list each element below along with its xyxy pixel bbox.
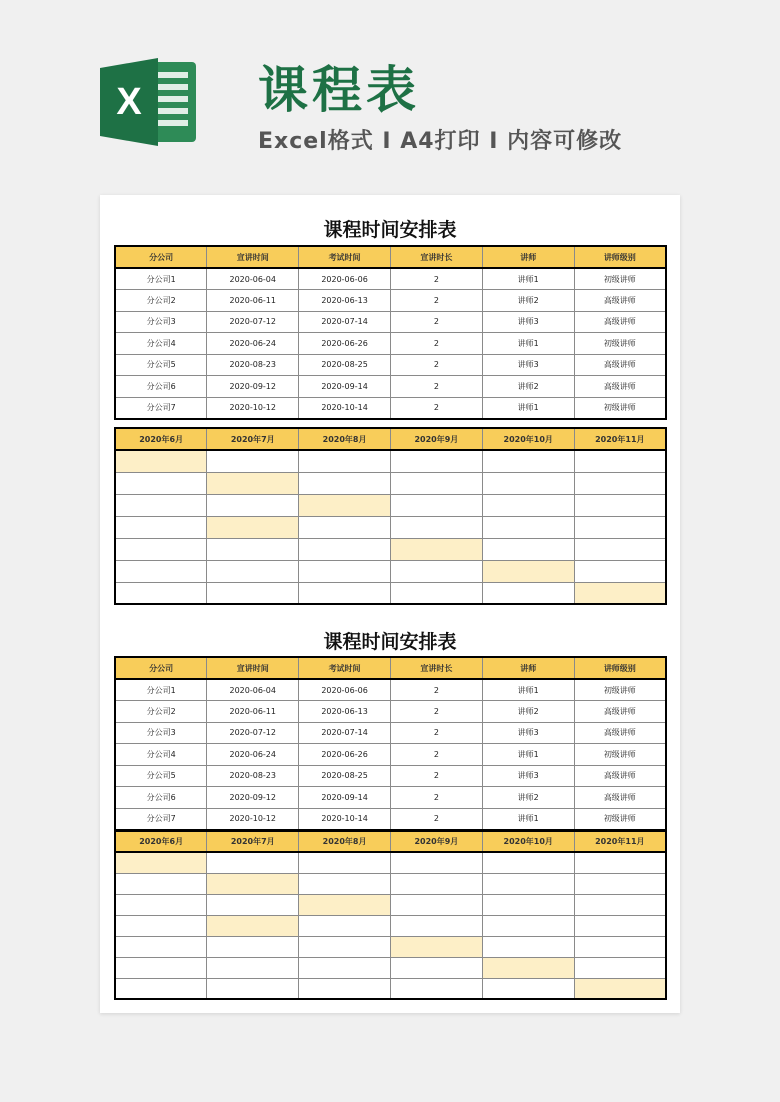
column-header: 宣讲时长	[390, 657, 482, 679]
table-cell[interactable]: 讲师2	[482, 290, 574, 312]
gantt-row	[115, 582, 666, 604]
gantt-bar-cell[interactable]	[299, 494, 391, 516]
column-header: 宣讲时间	[207, 246, 299, 268]
table-cell[interactable]: 2020-09-14	[299, 787, 391, 809]
table-cell[interactable]: 2020-06-04	[207, 268, 299, 290]
gantt-bar-cell[interactable]	[390, 538, 482, 560]
gantt-row	[115, 852, 666, 873]
table-cell[interactable]: 讲师2	[482, 787, 574, 809]
table-row	[115, 744, 666, 766]
gantt-cell[interactable]	[390, 894, 482, 915]
table-cell[interactable]: 讲师1	[482, 744, 574, 766]
gantt-cell[interactable]	[115, 936, 207, 957]
gantt-table	[114, 830, 667, 1000]
gantt-cell[interactable]	[574, 538, 666, 560]
column-header: 考试时间	[299, 246, 391, 268]
gantt-bar-cell[interactable]	[482, 957, 574, 978]
gantt-cell[interactable]	[207, 560, 299, 582]
table-cell[interactable]: 2	[390, 787, 482, 809]
template-header	[0, 0, 780, 190]
gantt-cell[interactable]	[299, 936, 391, 957]
table-row	[115, 701, 666, 723]
table-cell[interactable]: 讲师1	[482, 808, 574, 830]
table-row	[115, 808, 666, 830]
gantt-cell[interactable]	[482, 894, 574, 915]
table-cell[interactable]: 分公司6	[115, 376, 207, 398]
table-cell[interactable]: 2020-07-12	[207, 311, 299, 333]
gantt-bar-cell[interactable]	[207, 472, 299, 494]
table-cell[interactable]: 2020-09-12	[207, 376, 299, 398]
gantt-cell[interactable]	[207, 582, 299, 604]
table-cell[interactable]: 高级讲师	[574, 376, 666, 398]
month-header: 2020年11月	[574, 428, 666, 450]
gantt-cell[interactable]	[482, 494, 574, 516]
gantt-bar-cell[interactable]	[390, 936, 482, 957]
table-cell[interactable]: 高级讲师	[574, 354, 666, 376]
table-cell[interactable]: 2020-10-12	[207, 397, 299, 419]
table-cell[interactable]: 初级讲师	[574, 268, 666, 290]
table-cell[interactable]: 分公司7	[115, 808, 207, 830]
table-row	[115, 787, 666, 809]
gantt-row	[115, 538, 666, 560]
month-header: 2020年10月	[482, 831, 574, 852]
month-header: 2020年7月	[207, 428, 299, 450]
table-cell[interactable]: 讲师3	[482, 765, 574, 787]
gantt-cell[interactable]	[115, 582, 207, 604]
table-cell[interactable]: 2	[390, 311, 482, 333]
table-row	[115, 290, 666, 312]
month-header: 2020年6月	[115, 428, 207, 450]
gantt-cell[interactable]	[299, 472, 391, 494]
gantt-row	[115, 936, 666, 957]
gantt-cell[interactable]	[482, 936, 574, 957]
column-header: 宣讲时间	[207, 657, 299, 679]
table-cell[interactable]: 2020-07-12	[207, 722, 299, 744]
sheet-title: 课程时间安排表	[323, 631, 457, 653]
gantt-cell[interactable]	[482, 978, 574, 999]
gantt-cell[interactable]	[574, 873, 666, 894]
gantt-cell[interactable]	[299, 560, 391, 582]
gantt-cell[interactable]	[574, 852, 666, 873]
excel-logo-letter: X	[116, 81, 142, 123]
page-subtitle: Excel格式 I A4打印 I 内容可修改	[258, 129, 623, 154]
gantt-bar-cell[interactable]	[207, 516, 299, 538]
table-cell[interactable]: 高级讲师	[574, 311, 666, 333]
schedule-table	[114, 656, 667, 831]
table-cell[interactable]: 2020-10-14	[299, 397, 391, 419]
gantt-bar-cell[interactable]	[115, 450, 207, 472]
gantt-cell[interactable]	[390, 873, 482, 894]
month-header: 2020年11月	[574, 831, 666, 852]
table-cell[interactable]: 讲师1	[482, 268, 574, 290]
table-cell[interactable]: 2020-06-06	[299, 268, 391, 290]
table-cell[interactable]: 讲师1	[482, 333, 574, 355]
gantt-cell[interactable]	[574, 936, 666, 957]
gantt-cell[interactable]	[207, 450, 299, 472]
gantt-row	[115, 450, 666, 472]
gantt-cell[interactable]	[574, 516, 666, 538]
table-cell[interactable]: 2	[390, 722, 482, 744]
gantt-cell[interactable]	[482, 538, 574, 560]
gantt-cell[interactable]	[482, 873, 574, 894]
table-cell[interactable]: 2020-06-26	[299, 744, 391, 766]
table-cell[interactable]: 2020-06-11	[207, 701, 299, 723]
table-cell[interactable]: 高级讲师	[574, 765, 666, 787]
table-cell[interactable]: 讲师1	[482, 397, 574, 419]
gantt-cell[interactable]	[299, 873, 391, 894]
table-cell[interactable]: 2020-10-12	[207, 808, 299, 830]
gantt-cell[interactable]	[574, 450, 666, 472]
gantt-row	[115, 978, 666, 999]
table-cell[interactable]: 高级讲师	[574, 787, 666, 809]
table-cell[interactable]: 讲师1	[482, 679, 574, 701]
table-cell[interactable]: 讲师3	[482, 354, 574, 376]
gantt-cell[interactable]	[482, 582, 574, 604]
gantt-cell[interactable]	[390, 516, 482, 538]
gantt-cell[interactable]	[207, 978, 299, 999]
gantt-cell[interactable]	[115, 873, 207, 894]
table-cell[interactable]: 2020-08-23	[207, 765, 299, 787]
gantt-cell[interactable]	[482, 516, 574, 538]
gantt-cell[interactable]	[207, 894, 299, 915]
table-row	[115, 679, 666, 701]
gantt-cell[interactable]	[390, 582, 482, 604]
table-cell[interactable]: 分公司5	[115, 765, 207, 787]
table-cell[interactable]: 讲师3	[482, 722, 574, 744]
table-row	[115, 397, 666, 419]
gantt-cell[interactable]	[390, 560, 482, 582]
table-cell[interactable]: 初级讲师	[574, 333, 666, 355]
gantt-cell[interactable]	[115, 538, 207, 560]
gantt-cell[interactable]	[390, 915, 482, 936]
gantt-cell[interactable]	[482, 472, 574, 494]
excel-logo-icon	[100, 56, 200, 148]
month-header: 2020年8月	[299, 428, 391, 450]
column-header: 考试时间	[299, 657, 391, 679]
table-row	[115, 765, 666, 787]
table-cell[interactable]: 2	[390, 765, 482, 787]
gantt-cell[interactable]	[207, 852, 299, 873]
table-cell[interactable]: 2020-09-12	[207, 787, 299, 809]
gantt-cell[interactable]	[207, 936, 299, 957]
table-row	[115, 722, 666, 744]
table-cell[interactable]: 2	[390, 679, 482, 701]
table-row	[115, 376, 666, 398]
gantt-cell[interactable]	[115, 978, 207, 999]
gantt-cell[interactable]	[207, 538, 299, 560]
table-cell[interactable]: 高级讲师	[574, 722, 666, 744]
gantt-cell[interactable]	[390, 957, 482, 978]
table-cell[interactable]: 分公司1	[115, 268, 207, 290]
gantt-row	[115, 472, 666, 494]
gantt-table	[114, 427, 667, 605]
schedule-table	[114, 245, 667, 420]
table-cell[interactable]: 分公司1	[115, 679, 207, 701]
table-row	[115, 311, 666, 333]
table-cell[interactable]: 2020-06-06	[299, 679, 391, 701]
month-header: 2020年7月	[207, 831, 299, 852]
table-cell[interactable]: 2020-06-13	[299, 290, 391, 312]
gantt-cell[interactable]	[115, 494, 207, 516]
gantt-cell[interactable]	[299, 538, 391, 560]
table-row	[115, 268, 666, 290]
gantt-cell[interactable]	[207, 957, 299, 978]
table-cell[interactable]: 分公司4	[115, 744, 207, 766]
document-page	[100, 195, 680, 1013]
month-header: 2020年9月	[390, 428, 482, 450]
table-cell[interactable]: 初级讲师	[574, 679, 666, 701]
table-cell[interactable]: 2	[390, 808, 482, 830]
gantt-row	[115, 560, 666, 582]
gantt-cell[interactable]	[574, 560, 666, 582]
gantt-cell[interactable]	[390, 450, 482, 472]
gantt-cell[interactable]	[115, 894, 207, 915]
page-title: 课程表	[258, 61, 420, 119]
gantt-cell[interactable]	[115, 957, 207, 978]
table-cell[interactable]: 2	[390, 268, 482, 290]
gantt-cell[interactable]	[574, 957, 666, 978]
gantt-cell[interactable]	[299, 957, 391, 978]
month-header: 2020年10月	[482, 428, 574, 450]
gantt-bar-cell[interactable]	[574, 978, 666, 999]
gantt-cell[interactable]	[299, 915, 391, 936]
gantt-cell[interactable]	[115, 516, 207, 538]
gantt-row	[115, 516, 666, 538]
table-cell[interactable]: 讲师2	[482, 701, 574, 723]
table-cell[interactable]: 分公司3	[115, 311, 207, 333]
table-cell[interactable]: 高级讲师	[574, 290, 666, 312]
gantt-cell[interactable]	[574, 894, 666, 915]
gantt-row	[115, 957, 666, 978]
table-cell[interactable]: 2020-08-25	[299, 354, 391, 376]
gantt-cell[interactable]	[482, 450, 574, 472]
table-cell[interactable]: 初级讲师	[574, 397, 666, 419]
gantt-cell[interactable]	[299, 516, 391, 538]
gantt-cell[interactable]	[115, 560, 207, 582]
gantt-bar-cell[interactable]	[207, 873, 299, 894]
table-cell[interactable]: 2020-08-25	[299, 765, 391, 787]
table-cell[interactable]: 高级讲师	[574, 701, 666, 723]
table-cell[interactable]: 2020-09-14	[299, 376, 391, 398]
table-cell[interactable]: 2020-06-04	[207, 679, 299, 701]
gantt-cell[interactable]	[574, 915, 666, 936]
gantt-bar-cell[interactable]	[482, 560, 574, 582]
gantt-cell[interactable]	[299, 852, 391, 873]
table-cell[interactable]: 分公司2	[115, 701, 207, 723]
gantt-cell[interactable]	[299, 450, 391, 472]
table-cell[interactable]: 2020-10-14	[299, 808, 391, 830]
gantt-cell[interactable]	[574, 494, 666, 516]
gantt-cell[interactable]	[299, 582, 391, 604]
gantt-cell[interactable]	[390, 978, 482, 999]
gantt-cell[interactable]	[482, 852, 574, 873]
table-cell[interactable]: 分公司3	[115, 722, 207, 744]
gantt-cell[interactable]	[574, 472, 666, 494]
gantt-bar-cell[interactable]	[207, 915, 299, 936]
gantt-row	[115, 915, 666, 936]
table-cell[interactable]: 分公司7	[115, 397, 207, 419]
column-header: 讲师	[482, 246, 574, 268]
gantt-cell[interactable]	[482, 915, 574, 936]
month-header: 2020年8月	[299, 831, 391, 852]
table-cell[interactable]: 讲师3	[482, 311, 574, 333]
table-cell[interactable]: 2	[390, 744, 482, 766]
table-cell[interactable]: 分公司4	[115, 333, 207, 355]
table-cell[interactable]: 2020-06-24	[207, 333, 299, 355]
table-cell[interactable]: 分公司2	[115, 290, 207, 312]
table-cell[interactable]: 2	[390, 333, 482, 355]
gantt-row	[115, 873, 666, 894]
gantt-cell[interactable]	[390, 494, 482, 516]
table-cell[interactable]: 讲师2	[482, 376, 574, 398]
table-cell[interactable]: 初级讲师	[574, 808, 666, 830]
gantt-cell[interactable]	[115, 472, 207, 494]
column-header: 分公司	[115, 246, 207, 268]
table-cell[interactable]: 2020-07-14	[299, 311, 391, 333]
table-cell[interactable]: 2020-06-11	[207, 290, 299, 312]
column-header: 讲师级别	[574, 246, 666, 268]
table-row	[115, 354, 666, 376]
table-cell[interactable]: 2020-06-24	[207, 744, 299, 766]
table-cell[interactable]: 2	[390, 397, 482, 419]
table-cell[interactable]: 2020-07-14	[299, 722, 391, 744]
gantt-cell[interactable]	[390, 472, 482, 494]
gantt-cell[interactable]	[115, 915, 207, 936]
table-cell[interactable]: 初级讲师	[574, 744, 666, 766]
table-cell[interactable]: 2020-06-13	[299, 701, 391, 723]
gantt-cell[interactable]	[299, 978, 391, 999]
table-cell[interactable]: 2	[390, 354, 482, 376]
table-cell[interactable]: 分公司6	[115, 787, 207, 809]
gantt-cell[interactable]	[207, 494, 299, 516]
sheet-title: 课程时间安排表	[323, 219, 457, 241]
table-cell[interactable]: 2020-08-23	[207, 354, 299, 376]
table-cell[interactable]: 2	[390, 290, 482, 312]
table-cell[interactable]: 分公司5	[115, 354, 207, 376]
month-header: 2020年6月	[115, 831, 207, 852]
gantt-bar-cell[interactable]	[299, 894, 391, 915]
column-header: 分公司	[115, 657, 207, 679]
gantt-bar-cell[interactable]	[574, 582, 666, 604]
gantt-cell[interactable]	[390, 852, 482, 873]
table-cell[interactable]: 2020-06-26	[299, 333, 391, 355]
column-header: 宣讲时长	[390, 246, 482, 268]
table-cell[interactable]: 2	[390, 376, 482, 398]
gantt-row	[115, 494, 666, 516]
column-header: 讲师	[482, 657, 574, 679]
table-row	[115, 333, 666, 355]
gantt-row	[115, 894, 666, 915]
table-cell[interactable]: 2	[390, 701, 482, 723]
month-header: 2020年9月	[390, 831, 482, 852]
column-header: 讲师级别	[574, 657, 666, 679]
gantt-bar-cell[interactable]	[115, 852, 207, 873]
